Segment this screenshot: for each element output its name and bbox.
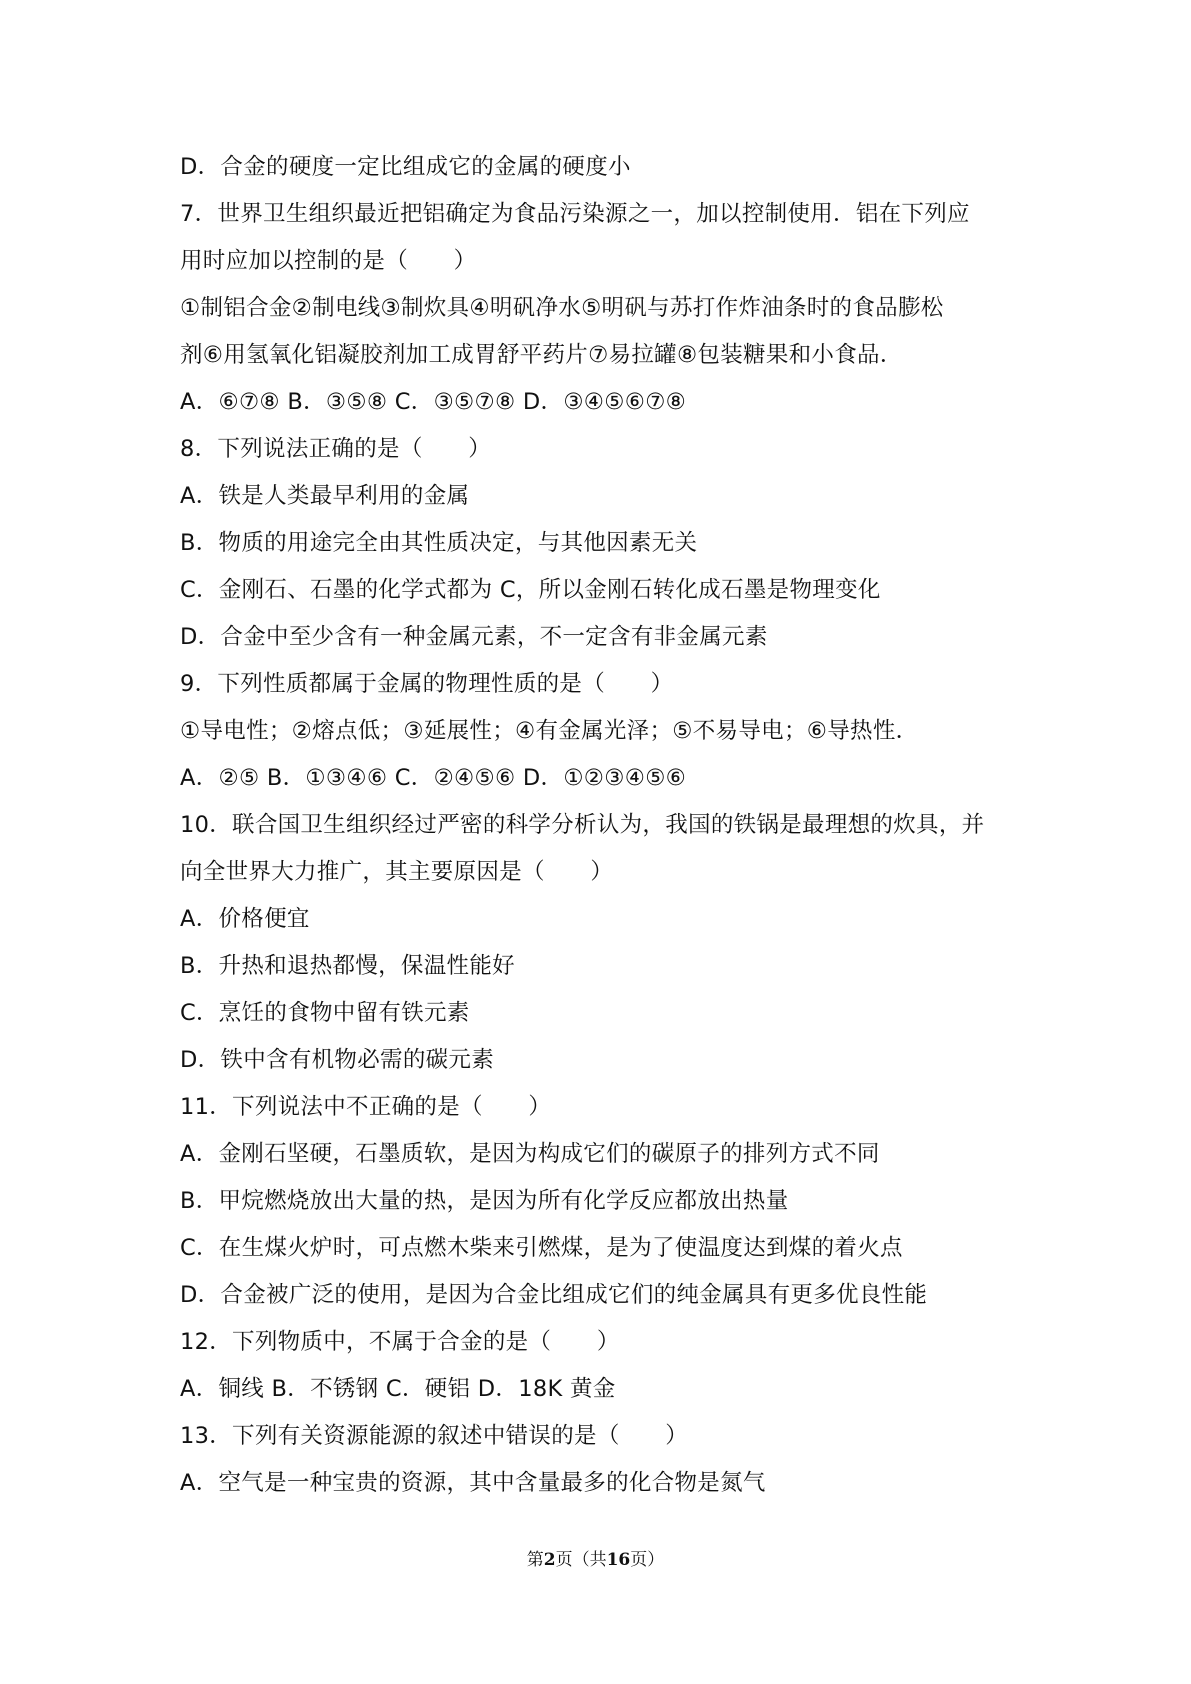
text-line: D．合金被广泛的使用，是因为合金比组成它们的纯金属具有更多优良性能 xyxy=(180,1282,928,1308)
text-line: A．铜线 B．不锈钢 C．硬铝 D．18K 黄金 xyxy=(180,1376,616,1402)
text-line: 剂⑥用氢氧化铝凝胶剂加工成胃舒平药片⑦易拉罐⑧包装糖果和小食品． xyxy=(180,342,903,368)
text-line: B．升热和退热都慢，保温性能好 xyxy=(180,953,515,979)
text-line: A．②⑤ B．①③④⑥ C．②④⑤⑥ D．①②③④⑤⑥ xyxy=(180,765,687,791)
footer-prefix: 第 xyxy=(526,1550,544,1570)
text-line: C．金刚石、石墨的化学式都为 C，所以金刚石转化成石墨是物理变化 xyxy=(180,577,881,603)
text-line: ①制铝合金②制电线③制炊具④明矾净水⑤明矾与苏打作炸油条时的食品膨松 xyxy=(180,295,944,321)
text-line: A．金刚石坚硬，石墨质软，是因为构成它们的碳原子的排列方式不同 xyxy=(180,1141,880,1167)
text-line: A．空气是一种宝贵的资源，其中含量最多的化合物是氮气 xyxy=(180,1470,766,1496)
text-line: C．在生煤火炉时，可点燃木柴来引燃煤，是为了使温度达到煤的着火点 xyxy=(180,1235,903,1261)
text-line: A．铁是人类最早利用的金属 xyxy=(180,483,470,509)
text-line: B．甲烷燃烧放出大量的热，是因为所有化学反应都放出热量 xyxy=(180,1188,789,1214)
footer-page-number: 2 xyxy=(543,1550,556,1570)
text-line: 用时应加以控制的是（ ） xyxy=(180,248,477,274)
text-line: A．⑥⑦⑧ B．③⑤⑧ C．③⑤⑦⑧ D．③④⑤⑥⑦⑧ xyxy=(180,389,687,415)
page-footer xyxy=(0,1545,1191,1570)
text-line: D．铁中含有机物必需的碳元素 xyxy=(180,1047,495,1073)
footer-middle: 页（共 xyxy=(555,1550,607,1570)
text-line: C．烹饪的食物中留有铁元素 xyxy=(180,1000,470,1026)
text-line: D．合金的硬度一定比组成它的金属的硬度小 xyxy=(180,154,631,180)
footer-suffix: 页） xyxy=(630,1550,665,1570)
text-line: 向全世界大力推广，其主要原因是（ ） xyxy=(180,859,614,885)
text-line: ①导电性；②熔点低；③延展性；④有金属光泽；⑤不易导电；⑥导热性． xyxy=(180,718,919,744)
text-line: 8．下列说法正确的是（ ） xyxy=(180,436,492,462)
text-line: 13．下列有关资源能源的叙述中错误的是（ ） xyxy=(180,1423,689,1449)
text-line: 11．下列说法中不正确的是（ ） xyxy=(180,1094,552,1120)
text-line: 7．世界卫生组织最近把铝确定为食品污染源之一，加以控制使用．铝在下列应 xyxy=(180,201,970,227)
footer-total-pages: 16 xyxy=(606,1550,631,1570)
text-line: 9．下列性质都属于金属的物理性质的是（ ） xyxy=(180,671,674,697)
text-line: 12．下列物质中，不属于合金的是（ ） xyxy=(180,1329,620,1355)
text-line: 10．联合国卫生组织经过严密的科学分析认为，我国的铁锅是最理想的炊具，并 xyxy=(180,812,985,838)
question-content xyxy=(180,144,1040,1507)
text-line: D．合金中至少含有一种金属元素，不一定含有非金属元素 xyxy=(180,624,768,650)
text-line: A．价格便宜 xyxy=(180,906,310,932)
text-line: B．物质的用途完全由其性质决定，与其他因素无关 xyxy=(180,530,698,556)
